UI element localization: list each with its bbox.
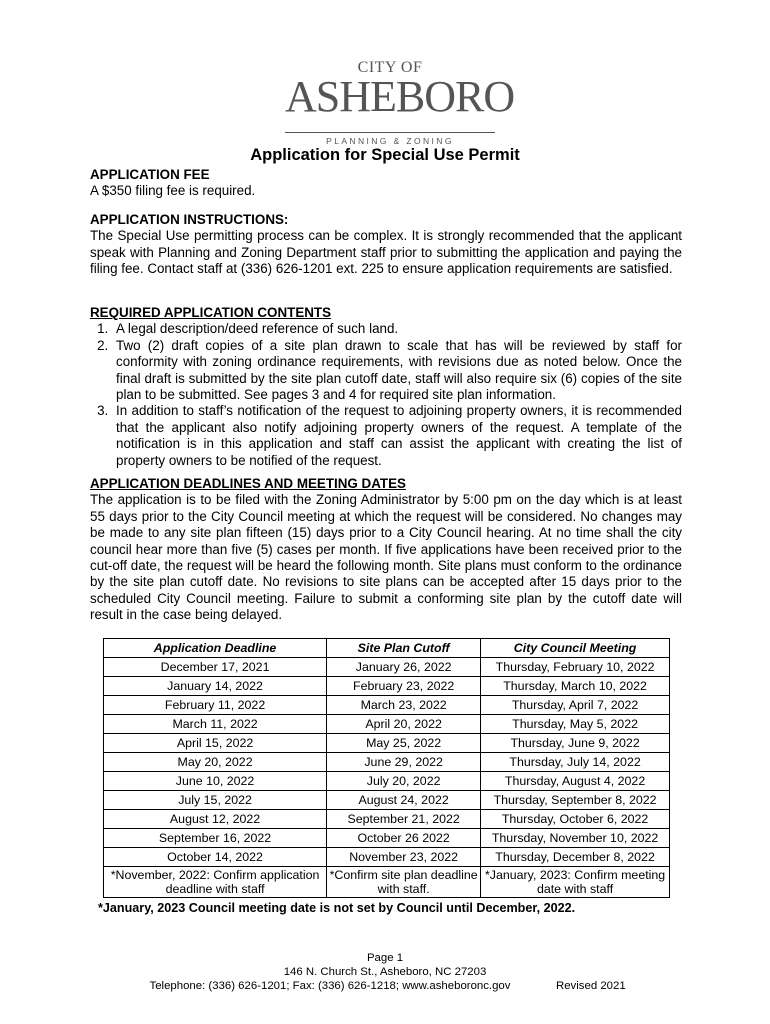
table-cell: August 12, 2022 xyxy=(104,810,327,829)
logo-divider xyxy=(285,132,495,133)
table-cell: October 14, 2022 xyxy=(104,848,327,867)
instructions-section xyxy=(90,212,682,278)
logo-city-name: ASHEBORO xyxy=(285,72,515,121)
logo-city-of: CITY OF xyxy=(357,59,423,76)
table-cell: Thursday, April 7, 2022 xyxy=(481,696,670,715)
table-cell: April 20, 2022 xyxy=(327,715,481,734)
table-cell: Thursday, March 10, 2022 xyxy=(481,677,670,696)
list-item: 1. A legal description/deed reference of such land. xyxy=(112,321,682,337)
list-item: 2. Two (2) draft copies of a site plan drawn to scale that has will be reviewed by staff for conformity with zoning ordinance requirements, with revisions due as noted below. Once the final draft is submitted by the site plan cutoff date, staff will also require six (6) copies of the site plan to be submitted. See pages 3 and 4 for required site plan information. xyxy=(112,338,682,404)
deadlines-text: The application is to be filed with the Zoning Administrator by 5:00 pm on the day which is at least 55 days prior to the City Council meeting at which the request will be considered. No changes may be made to any site plan fifteen (15) days prior to a City Council hearing. At no time shall the city council hear more than five (5) cases per month. If five applications have been received prior to the cut-off date, the request will be heard the following month. Site plans must conform to the ordinance by the site plan cutoff date. No revisions to site plans can be accepted after 15 days prior to the scheduled City Council meeting. Failure to submit a conforming site plan by the cutoff date will result in the case being delayed. xyxy=(90,492,682,623)
table-cell: March 23, 2022 xyxy=(327,696,481,715)
table-cell: July 20, 2022 xyxy=(327,772,481,791)
table-row xyxy=(104,848,670,867)
table-note: *Confirm site plan deadline with staff. xyxy=(327,867,481,898)
header-application-deadline: Application Deadline xyxy=(104,639,327,658)
table-cell: May 25, 2022 xyxy=(327,734,481,753)
table-cell: June 29, 2022 xyxy=(327,753,481,772)
instructions-text: The Special Use permitting process can be complex. It is strongly recommended that the applicant speak with Planning and Zoning Department staff prior to submitting the application and paying the filing fee. Contact staff at (336) 626-1201 ext. 225 to ensure application requirements are satisfied. xyxy=(90,228,682,277)
contents-section xyxy=(90,305,682,469)
table-cell: December 17, 2021 xyxy=(104,658,327,677)
table-row xyxy=(104,715,670,734)
table-cell: Thursday, November 10, 2022 xyxy=(481,829,670,848)
table-cell: November 23, 2022 xyxy=(327,848,481,867)
footer-page-number: Page 1 xyxy=(366,952,404,964)
footer-address: 146 N. Church St., Asheboro, NC 27203 xyxy=(283,966,487,978)
table-note: *January, 2023: Confirm meeting date with staff xyxy=(481,867,670,898)
council-date-footnote: *January, 2023 Council meeting date is not set by Council until December, 2022. xyxy=(98,901,576,915)
table-cell: Thursday, February 10, 2022 xyxy=(481,658,670,677)
table-cell: Thursday, October 6, 2022 xyxy=(481,810,670,829)
header-site-plan-cutoff: Site Plan Cutoff xyxy=(327,639,481,658)
instructions-heading: APPLICATION INSTRUCTIONS: xyxy=(90,212,289,227)
table-cell: September 21, 2022 xyxy=(327,810,481,829)
table-cell: March 11, 2022 xyxy=(104,715,327,734)
table-cell: Thursday, December 8, 2022 xyxy=(481,848,670,867)
table-row xyxy=(104,677,670,696)
table-note: *November, 2022: Confirm application deadline with staff xyxy=(104,867,327,898)
table-cell: September 16, 2022 xyxy=(104,829,327,848)
deadlines-heading: APPLICATION DEADLINES AND MEETING DATES xyxy=(90,476,406,491)
table-header-row xyxy=(104,639,670,658)
contents-heading: REQUIRED APPLICATION CONTENTS xyxy=(90,305,332,320)
table-cell: April 15, 2022 xyxy=(104,734,327,753)
table-row xyxy=(104,734,670,753)
fee-section xyxy=(90,167,682,200)
contents-list xyxy=(90,321,682,469)
table-row xyxy=(104,791,670,810)
table-cell: October 26 2022 xyxy=(327,829,481,848)
table-cell: February 11, 2022 xyxy=(104,696,327,715)
table-cell: January 26, 2022 xyxy=(327,658,481,677)
header-city-council-meeting: City Council Meeting xyxy=(481,639,670,658)
logo-department: PLANNING & ZONING xyxy=(326,136,454,146)
table-row xyxy=(104,658,670,677)
footer-contact: Telephone: (336) 626-1201; Fax: (336) 626-1218; www.asheboronc.gov xyxy=(149,980,511,992)
table-cell: Thursday, June 9, 2022 xyxy=(481,734,670,753)
page-title: Application for Special Use Permit xyxy=(250,146,520,164)
deadlines-section xyxy=(90,476,682,624)
table-cell: July 15, 2022 xyxy=(104,791,327,810)
table-cell: January 14, 2022 xyxy=(104,677,327,696)
table-row xyxy=(104,772,670,791)
table-cell: Thursday, May 5, 2022 xyxy=(481,715,670,734)
footer-revised: Revised 2021 xyxy=(556,980,626,992)
table-cell: June 10, 2022 xyxy=(104,772,327,791)
schedule-table xyxy=(103,638,670,898)
table-row xyxy=(104,753,670,772)
fee-heading: APPLICATION FEE xyxy=(90,167,210,182)
table-cell: May 20, 2022 xyxy=(104,753,327,772)
table-note-row xyxy=(104,867,670,898)
table-row xyxy=(104,696,670,715)
table-row xyxy=(104,810,670,829)
table-cell: Thursday, July 14, 2022 xyxy=(481,753,670,772)
fee-text: A $350 filing fee is required. xyxy=(90,183,256,199)
city-logo xyxy=(285,59,515,150)
table-cell: August 24, 2022 xyxy=(327,791,481,810)
table-row xyxy=(104,829,670,848)
table-cell: February 23, 2022 xyxy=(327,677,481,696)
table-cell: Thursday, September 8, 2022 xyxy=(481,791,670,810)
list-item: 3. In addition to staff’s notification of the request to adjoining property owners, it is recommended that the applicant also notify adjoining property owners of the request. A template of the notification is in this application and staff can assist the applicant with creating the list of property owners to be notified of the request. xyxy=(112,403,682,469)
table-cell: Thursday, August 4, 2022 xyxy=(481,772,670,791)
